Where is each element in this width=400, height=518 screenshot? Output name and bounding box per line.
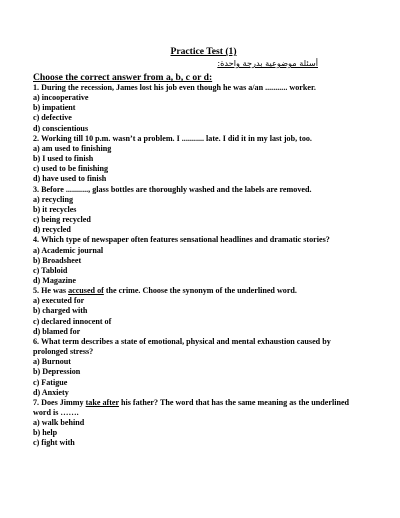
underlined-word: accused of	[68, 286, 104, 296]
page-title: Practice Test (1)	[170, 46, 237, 57]
question-1: 1. During the recession, James lost his job even though he was a/an ........... worker.	[33, 83, 316, 92]
question-5	[33, 286, 374, 296]
question-text: his father? The word that has the same meaning as the underlined	[118, 397, 350, 407]
option: d) conscientious	[33, 123, 89, 133]
option: c) Tabloid	[33, 265, 68, 275]
option: a) walk behind	[33, 418, 85, 428]
option: a) executed for	[33, 296, 85, 306]
option: c) fight with	[33, 438, 75, 448]
option: d) have used to finish	[33, 174, 107, 184]
option: c) defective	[33, 113, 72, 123]
arabic-heading: أسئلة موضوعية بدرجة واحدة:	[217, 58, 318, 68]
option: b) Broadsheet	[33, 255, 82, 265]
option: a) Academic journal	[33, 245, 104, 255]
option: a) recycling	[33, 194, 74, 204]
option: c) used to be finishing	[33, 164, 109, 174]
option: d) blamed for	[33, 326, 81, 336]
option: b) Depression	[33, 367, 81, 377]
option: d) Anxiety	[33, 387, 69, 397]
question-2: 2. Working till 10 p.m. wasn’t a problem. I ........... late. I did it in my last job, too.	[33, 133, 312, 143]
option: b) it recycles	[33, 204, 77, 214]
option: c) declared innocent of	[33, 316, 112, 326]
option: c) Fatigue	[33, 377, 68, 387]
option: a) incooperative	[33, 93, 89, 103]
question-7	[33, 398, 374, 408]
option: d) recycled	[33, 225, 71, 235]
question-6-continued: prolonged stress?	[33, 347, 94, 357]
question-7-continued: word is …….	[33, 408, 79, 417]
option: b) I used to finish	[33, 154, 94, 164]
option: b) charged with	[33, 306, 88, 316]
question-text: the crime. Choose the synonym of the underlined word.	[103, 286, 297, 296]
question-text: 7. Does Jimmy	[33, 397, 86, 407]
question-3: 3. Before ..........., glass bottles are thoroughly washed and the labels are removed.	[33, 184, 312, 194]
questions-list	[33, 83, 374, 449]
question-text: 5. He was	[33, 286, 69, 296]
option: c) being recycled	[33, 215, 91, 225]
underlined-word: take after	[85, 397, 119, 407]
instruction: Choose the correct answer from a, b, c or d:	[33, 72, 213, 83]
option: b) impatient	[33, 103, 76, 113]
option: a) Burnout	[33, 357, 72, 367]
option: a) am used to finishing	[33, 143, 112, 153]
option: d) Magazine	[33, 275, 76, 285]
question-6: 6. What term describes a state of emotional, physical and mental exhaustion caused by	[33, 336, 331, 346]
option: b) help	[33, 428, 58, 438]
question-4: 4. Which type of newspaper often features sensational headlines and dramatic stories?	[33, 235, 330, 245]
